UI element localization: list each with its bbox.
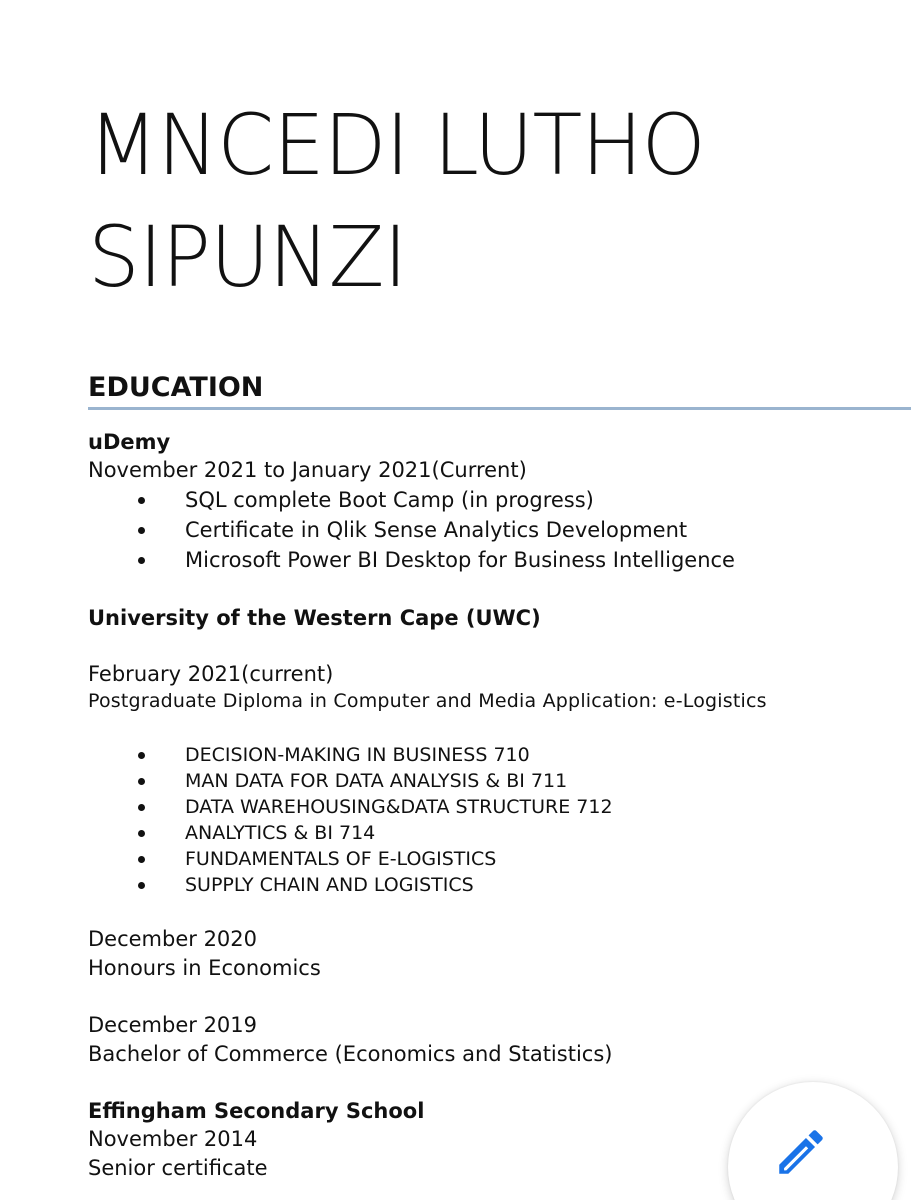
module-label: DATA WAREHOUSING&DATA STRUCTURE 712: [185, 796, 613, 818]
bullet-icon: [138, 804, 145, 811]
bullet-icon: [138, 830, 145, 837]
list-item: [0, 872, 613, 898]
bullet-icon: [138, 557, 145, 564]
uwc-module-list: [0, 742, 613, 898]
bullet-icon: [138, 856, 145, 863]
udemy-dates: November 2021 to January 2021(Current): [88, 458, 527, 482]
uwc-dates: February 2021(current): [88, 662, 334, 686]
list-item: [0, 545, 735, 575]
school-org: Effingham Secondary School: [88, 1099, 425, 1123]
pencil-icon: [772, 1123, 830, 1181]
honours-degree: Honours in Economics: [88, 956, 321, 980]
list-item: [0, 768, 613, 794]
bullet-icon: [138, 882, 145, 889]
list-item: [0, 846, 613, 872]
honours-date: December 2020: [88, 927, 258, 951]
bullet-icon: [138, 752, 145, 759]
udemy-org: uDemy: [88, 430, 171, 454]
list-item: [0, 794, 613, 820]
bachelor-date: December 2019: [88, 1013, 258, 1037]
list-item: [0, 820, 613, 846]
name-last-line: SIPUNZI: [88, 208, 407, 306]
list-item: [0, 742, 613, 768]
list-item: [0, 485, 735, 515]
school-date: November 2014: [88, 1127, 258, 1151]
udemy-course-list: [0, 485, 735, 575]
course-label: SQL complete Boot Camp (in progress): [185, 488, 594, 512]
bullet-icon: [138, 497, 145, 504]
bullet-icon: [138, 527, 145, 534]
school-qualification: Senior certificate: [88, 1156, 268, 1180]
edit-fab-button[interactable]: [728, 1082, 898, 1200]
module-label: DECISION-MAKING IN BUSINESS 710: [185, 744, 530, 766]
module-label: MAN DATA FOR DATA ANALYSIS & BI 711: [185, 770, 568, 792]
section-divider: [88, 407, 911, 410]
module-label: ANALYTICS & BI 714: [185, 822, 376, 844]
course-label: Certificate in Qlik Sense Analytics Development: [185, 518, 688, 542]
bachelor-degree: Bachelor of Commerce (Economics and Statistics): [88, 1042, 613, 1066]
list-item: [0, 515, 735, 545]
name-first-line: MNCEDI LUTHO: [88, 96, 705, 194]
section-heading-education: EDUCATION: [88, 372, 264, 403]
module-label: SUPPLY CHAIN AND LOGISTICS: [185, 874, 474, 896]
bullet-icon: [138, 778, 145, 785]
module-label: FUNDAMENTALS OF E-LOGISTICS: [185, 848, 497, 870]
uwc-program: Postgraduate Diploma in Computer and Media Application: e-Logistics: [88, 690, 767, 712]
uwc-org: University of the Western Cape (UWC): [88, 606, 541, 630]
course-label: Microsoft Power BI Desktop for Business Intelligence: [185, 548, 735, 572]
